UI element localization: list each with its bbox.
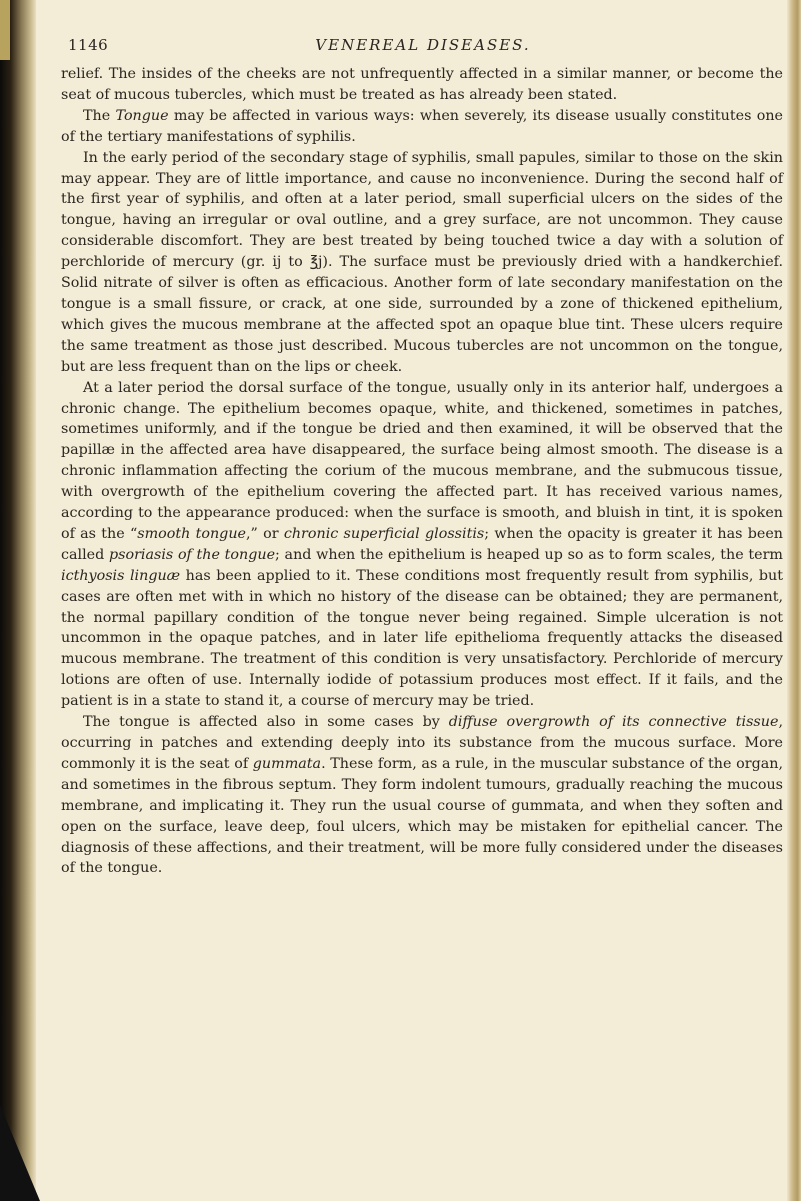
book-binding-shadow [0,0,36,1201]
running-head: VENEREAL DISEASES. [315,36,531,54]
paragraph-4-part-c: ; when the opacity is greater it has been called [61,525,783,563]
paragraph-5-part-b: , occurring in patches and extending deeply into its substance from the mucous surface. More commonly it is the seat of [61,714,783,772]
body-text [61,64,783,879]
page-number: 1146 [68,36,109,54]
term-psoriasis: psoriasis of the tongue [108,546,276,563]
term-icthyosis: icthyosis linguæ [61,567,181,584]
term-diffuse-overgrowth: diffuse overgrowth of its connective tissue [448,714,779,731]
paragraph-1: relief. The insides of the cheeks are not unfrequently affected in a similar manner, or become the seat of mucous tubercles, which must be treated as has already been stated. [61,66,783,103]
page-edge [787,0,801,1201]
paragraph-4-part-e: has been applied to it. These conditions most frequently result from syphilis, but cases are often met with in which no history of the disease can be obtained; they are permanent, the normal papillary condition of the tongue never being regained. Simple ulceration is not uncommon in the opaque patches, and in later life epithelioma frequently attacks the diseased mucous membrane. The treatment of this condition is very unsatisfactory. Perchloride of mercury lotions are often of use. Internally iodide of potassium produces most effect. If it fails, and the patient is in a state to stand it, a course of mercury may be tried. [61,567,783,710]
term-glossitis: chronic superficial glossitis [283,525,485,542]
term-gummata: gummata [252,755,322,772]
book-page [44,0,784,1201]
paragraph-5-part-c: . These form, as a rule, in the muscular substance of the organ, and sometimes in the fibrous septum. They form indolent tumours, gradually reaching the mucous membrane, and implicating it. They run the usual course of gummata, and when they soften and open on the surface, leave deep, foul ulcers, which may be mistaken for epithelial cancer. The diagnosis of these affections, and their treatment, will be more fully considered under the diseases of the tongue. [61,755,783,877]
paragraph-3: In the early period of the secondary stage of syphilis, small papules, similar to those on the skin may appear. They are of little importance, and cause no inconvenience. During the second half of the first year of syphilis, and often at a later period, small superficial ulcers on the sides of the tongue, having an irregular or oval outline, and a grey surface, are not uncommon. They cause considerable discomfort. They are best treated by being touched twice a day with a solution of perchloride of mercury (gr. ij to ℥j). The surface must be previously dried with a handkerchief. Solid nitrate of silver is often as efficacious. Another form of late secondary manifestation on the tongue is a small fissure, or crack, at one side, surrounded by a zone of thickened epithelium, which gives the mucous membrane at the affected spot an opaque blue tint. These ulcers require the same treatment as those just described. Mucous tubercles are not uncommon on the tongue, but are less frequent than on the lips or cheek. [61,149,783,375]
binding-corner [0,1105,40,1201]
paragraph-4-part-b: ,” or [246,525,284,542]
binding-ribbon [0,0,10,60]
paragraph-5-part-a: The tongue is affected also in some cases by [83,714,449,731]
paragraph-4 [61,378,783,713]
paragraph-2-lead: The [83,107,116,124]
paragraph-2 [61,106,783,148]
paragraph-5 [61,712,783,879]
paragraph-4-part-a: At a later period the dorsal surface of the tongue, usually only in its anterior half, undergoes a chronic change. The epithelium becomes opaque, white, and thickened, sometimes in patches, sometimes uniformly, and if the tongue be dried and then examined, it will be observed that the papillæ in the affected area have disappeared, the surface being almost smooth. The disease is a chronic inflammation affecting the corium of the mucous membrane, and the submucous tissue, with overgrowth of the epithelium covering the affected part. It has received various names, according to the appearance produced: when the surface is smooth, and bluish in tint, it is spoken of as the “ [61,379,783,542]
term-smooth-tongue: smooth tongue [137,525,246,542]
paragraph-4-part-d: ; and when the epithelium is heaped up so as to form scales, the term [275,546,783,563]
tongue-heading: Tongue [115,107,169,124]
page-header [68,36,778,60]
paragraph-2-rest: may be affected in various ways: when severely, its disease usually constitutes one of the tertiary manifestations of syphilis. [61,107,784,145]
